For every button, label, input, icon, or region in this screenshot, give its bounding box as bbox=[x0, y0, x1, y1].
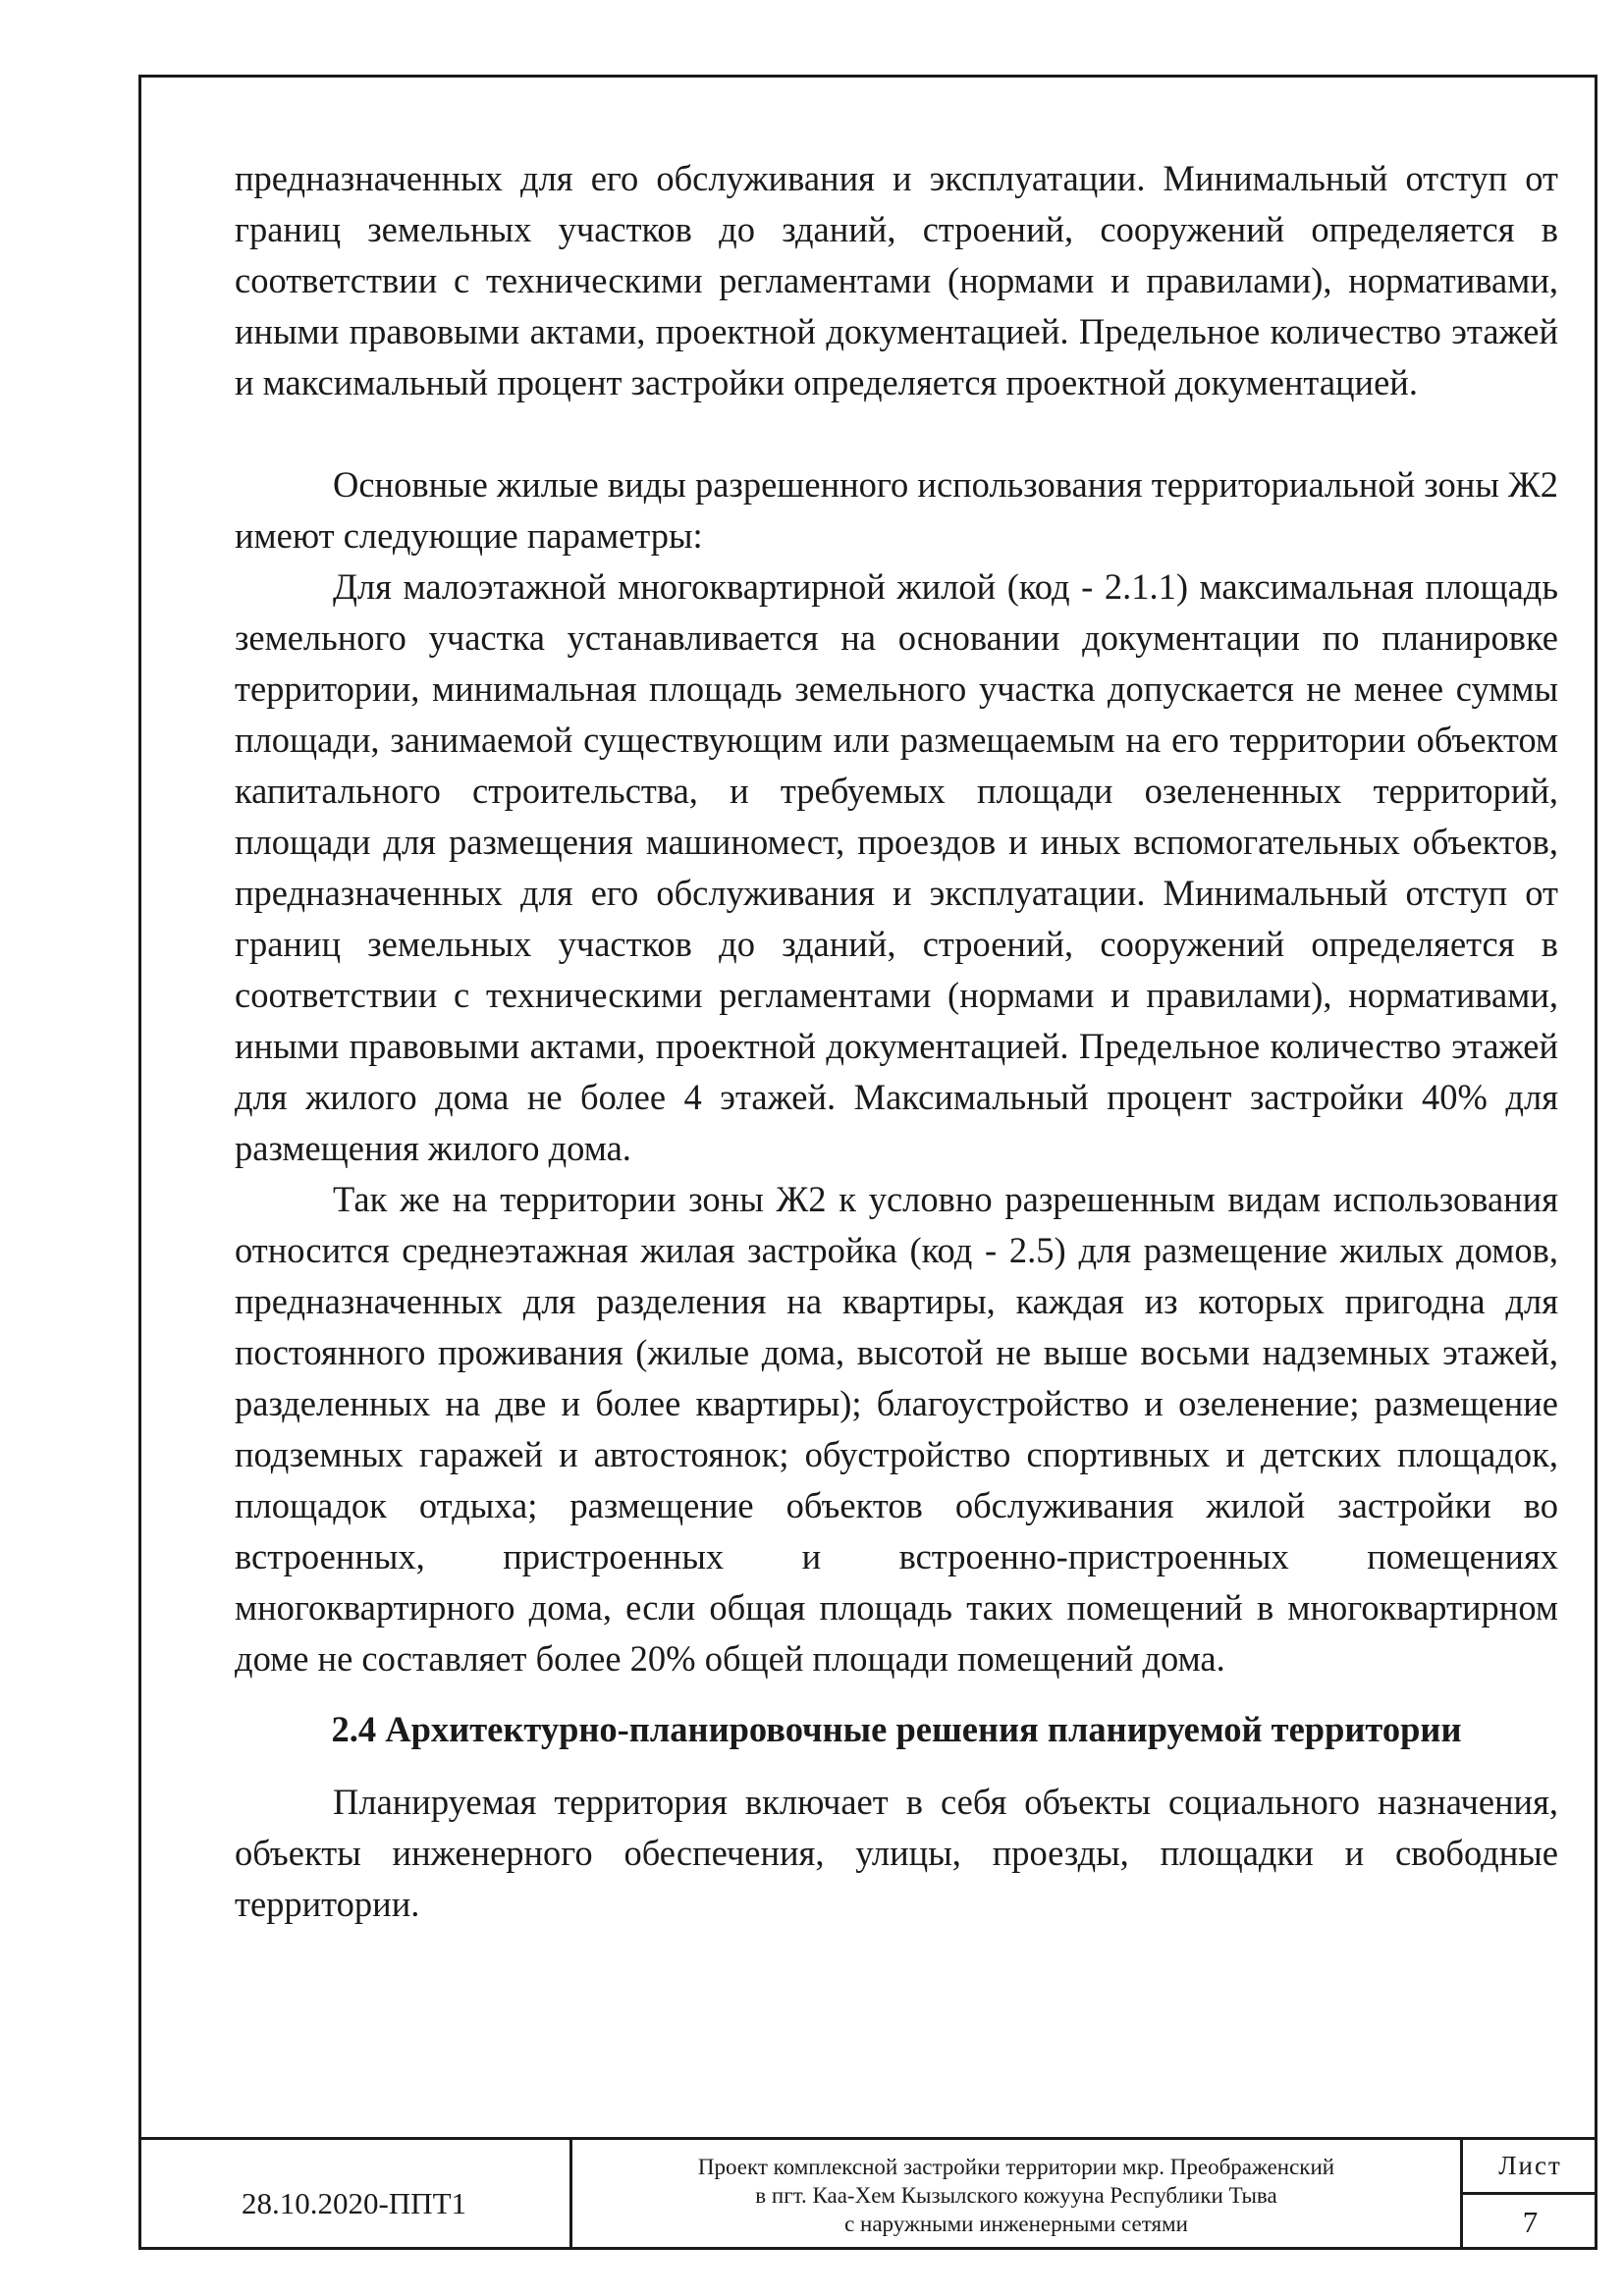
document-code: 28.10.2020-ППТ1 bbox=[138, 2140, 572, 2250]
title-block bbox=[138, 2137, 1597, 2250]
paragraph-mid-rise: Так же на территории зоны Ж2 к условно разрешенным видам использования относится среднеэтажная жилая застройка (код - 2.5) для размещение жилых домов, предназначенных для разделения на квартиры, каждая из которых пригодна для постоянного проживания (жилые дома, высотой не выше восьми надземных этажей, разделенных на две и более квартиры); благоустройство и озеленение; размещение подземных гаражей и автостоянок; обустройство спортивных и детских площадок, площадок отдыха; размещение объектов обслуживания жилой застройки во встроенных, пристроенных и встроенно-пристроенных помещениях многоквартирного дома, если общая площадь таких помещений в многоквартирном доме не составляет более 20% общей площади помещений дома. bbox=[235, 1179, 1558, 1679]
project-title bbox=[572, 2140, 1463, 2250]
sheet-number: 7 bbox=[1522, 2205, 1539, 2239]
section-heading: 2.4 Архитектурно-планировочные решения планируемой территории bbox=[331, 1709, 1462, 1749]
document-body bbox=[235, 153, 1558, 1930]
paragraph-low-rise: Для малоэтажной многоквартирной жилой (код - 2.1.1) максимальная площадь земельного участка устанавливается на основании документации по планировке территории, минимальная площадь земельного участка допускается не менее суммы площади, занимаемой существующим или размещаемым на его территории объектом капитального строительства, и требуемых площади озелененных территорий, площади для размещения машиномест, проездов и иных вспомогательных объектов, предназначенных для его обслуживания и эксплуатации. Минимальный отступ от границ земельных участков до зданий, строений, сооружений определяется в соответствии с техническими регламентами (нормами и правилами), нормативами, иными правовыми актами, проектной документацией. Предельное количество этажей для жилого дома не более 4 этажей. Максимальный процент застройки 40% для размещения жилого дома. bbox=[235, 566, 1558, 1168]
paragraph-continuation: предназначенных для его обслуживания и эксплуатации. Минимальный отступ от границ земельных участков до зданий, строений, сооружений определяется в соответствии с техническими регламентами (нормами и правилами), нормативами, иными правовыми актами, проектной документацией. Предельное количество этажей и максимальный процент застройки определяется проектной документацией. bbox=[235, 158, 1558, 402]
paragraph-zone-params: Основные жилые виды разрешенного использования территориальной зоны Ж2 имеют следующие параметры: bbox=[235, 464, 1558, 556]
project-title-line: в пгт. Каа-Хем Кызылского кожууна Республики Тыва bbox=[755, 2182, 1277, 2208]
sheet-label: Лист bbox=[1463, 2140, 1597, 2195]
project-title-line: Проект комплексной застройки территории мкр. Преображенский bbox=[697, 2154, 1335, 2179]
paragraph-planned-territory: Планируемая территория включает в себя объекты социального назначения, объекты инженерного обеспечения, улицы, проезды, площадки и свободные территории. bbox=[235, 1782, 1558, 1924]
project-title-line: с наружными инженерными сетями bbox=[844, 2211, 1188, 2236]
paragraph-gap bbox=[235, 408, 1558, 459]
